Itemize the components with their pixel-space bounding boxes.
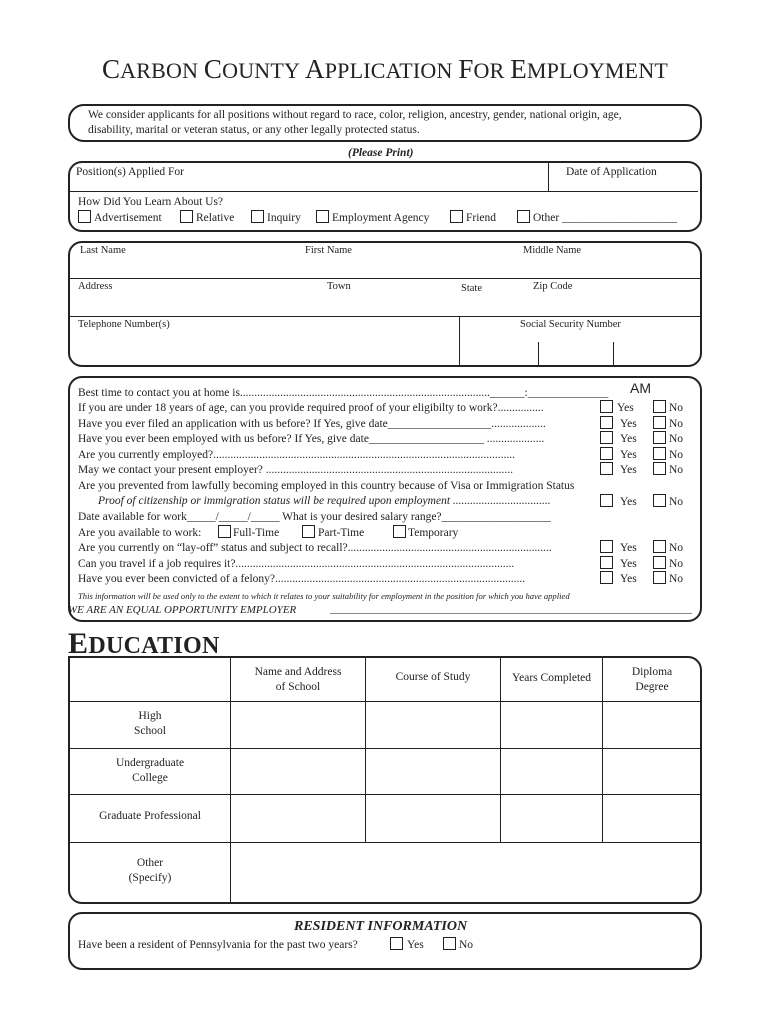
address-field[interactable]: Address [78,281,113,292]
other-checkbox[interactable] [517,210,530,223]
divider [500,657,501,842]
yes-label: Yes [620,496,637,508]
prevented-no-checkbox[interactable] [653,494,666,507]
no-label: No [669,542,684,554]
part-time-checkbox[interactable] [302,525,315,538]
divider [69,191,698,192]
page-title: CARBON COUNTY APPLICATION FOR EMPLOYMENT [101,54,669,84]
notice-line-2: disability, marital or veteran status, or any other legally protected status. [88,124,420,136]
full-time-label: Full-Time [233,527,280,539]
friend-checkbox[interactable] [450,210,463,223]
no-label: No [669,464,684,476]
currently-employed-yes-checkbox[interactable] [600,447,613,460]
yes-label: Yes [620,433,637,445]
divider [459,316,460,366]
divider [69,842,700,843]
full-time-checkbox[interactable] [218,525,231,538]
under-18-no-checkbox[interactable] [653,400,666,413]
row-undergraduate: Undergraduate College [115,757,185,784]
column-diploma: Diploma Degree [631,666,673,693]
divider [69,748,700,749]
question-contact-employer: May we contact your present employer? ...................................................................................... [78,464,514,476]
divider [538,342,539,366]
resident-question: Have been a resident of Pennsylvania for the past two years? [78,939,358,951]
layoff-yes-checkbox[interactable] [600,540,613,553]
temporary-label: Temporary [408,527,459,539]
felony-no-checkbox[interactable] [653,571,666,584]
available-to-work-label: Are you available to work: [78,527,202,539]
filed-no-checkbox[interactable] [653,416,666,429]
question-prevented: Are you prevented from lawfully becoming employed in this country because of Visa or Immigration Status [78,480,575,492]
divider [69,701,700,702]
positions-applied-field[interactable]: Position(s) Applied For [76,166,184,178]
question-felony: Have you ever been convicted of a felony?....................................................................................... [78,573,526,585]
friend-label: Friend [466,212,497,224]
am-label: AM [630,380,651,396]
divider [69,278,700,279]
state-field[interactable]: State [461,283,482,294]
employment-agency-label: Employment Agency [332,212,430,224]
layoff-no-checkbox[interactable] [653,540,666,553]
filed-yes-checkbox[interactable] [600,416,613,429]
question-employed-before: Have you ever been employed with us before? If Yes, give date____________________ .................... [78,433,545,445]
divider [613,342,614,366]
other-specify-field[interactable]: ____________________ [562,212,677,224]
resident-yes-label: Yes [407,939,424,951]
column-years: Years Completed [511,672,591,684]
no-label: No [669,402,684,414]
resident-no-label: No [459,939,474,951]
divider [548,162,549,192]
question-filed-before: Have you ever filed an application with us before? If Yes, give date__________________................... [78,418,546,430]
relative-label: Relative [196,212,235,224]
middle-name-field[interactable]: Middle Name [523,245,582,256]
advertisement-label: Advertisement [94,212,162,224]
prevented-yes-checkbox[interactable] [600,494,613,507]
other-label: Other [533,212,560,224]
equal-opportunity-text: WE ARE AN EQUAL OPPORTUNITY EMPLOYER [68,604,297,616]
question-under-18: If you are under 18 years of age, can you provide required proof of your eligibilty to work?................ [78,402,544,414]
how-learn-label: How Did You Learn About Us? [78,196,224,208]
question-layoff: Are you currently on “lay-off” status and subject to recall?....................................................................... [78,542,552,554]
contact-employer-no-checkbox[interactable] [653,462,666,475]
question-travel: Can you travel if a job requires it?................................................................................................. [78,558,515,570]
inquiry-checkbox[interactable] [251,210,264,223]
resident-yes-checkbox[interactable] [390,937,403,950]
yes-label: Yes [620,542,637,554]
yes-label: Yes [620,573,637,585]
education-title: EDUCATION [68,627,220,660]
date-of-application-field[interactable]: Date of Application [566,166,657,178]
divider [69,316,700,317]
disclaimer-text: This information will be used only to the extent to which it relates to your suitability for employment in the position for which you have applied [78,591,570,601]
telephone-field[interactable]: Telephone Number(s) [78,319,170,330]
yes-label: Yes [617,402,634,414]
row-other: Other (Specify) [128,857,172,884]
yes-label: Yes [620,418,637,430]
no-label: No [669,496,684,508]
under-18-yes-checkbox[interactable] [600,400,613,413]
travel-no-checkbox[interactable] [653,556,666,569]
felony-yes-checkbox[interactable] [600,571,613,584]
column-name-address: Name and Address of School [254,666,342,693]
relative-checkbox[interactable] [180,210,193,223]
no-label: No [669,573,684,585]
no-label: No [669,433,684,445]
yes-label: Yes [620,449,637,461]
please-print-label: (Please Print) [348,147,414,159]
last-name-field[interactable]: Last Name [80,245,126,256]
divider [69,794,700,795]
row-graduate: Graduate Professional [99,810,201,822]
employment-agency-checkbox[interactable] [316,210,329,223]
question-proof: Proof of citizenship or immigration status will be required upon employment .................................. [98,495,551,507]
ssn-field[interactable]: Social Security Number [520,319,621,330]
employed-before-no-checkbox[interactable] [653,431,666,444]
date-available-salary-field[interactable]: Date available for work_____/_____/_____ What is your desired salary range?___________________ [78,511,551,523]
resident-heading: RESIDENT INFORMATION [294,919,468,934]
resident-no-checkbox[interactable] [443,937,456,950]
question-currently-employed: Are you currently employed?......................................................................................................... [78,449,515,461]
employed-before-yes-checkbox[interactable] [600,431,613,444]
divider [602,657,603,842]
notice-line-1: We consider applicants for all positions without regard to race, color, religion, ancestry, gender, national origin, age, [88,109,622,121]
yes-label: Yes [620,464,637,476]
zip-code-field[interactable]: Zip Code [533,281,573,292]
row-high-school: High School [134,710,166,737]
town-field[interactable]: Town [327,281,351,292]
currently-employed-no-checkbox[interactable] [653,447,666,460]
inquiry-label: Inquiry [267,212,301,224]
divider [365,657,366,842]
part-time-label: Part-Time [318,527,365,539]
column-course: Course of Study [395,671,471,683]
best-time-field[interactable]: Best time to contact you at home is.......................................................................................______:______________ [78,387,609,399]
divider [330,613,692,614]
contact-employer-yes-checkbox[interactable] [600,462,613,475]
divider [230,657,231,903]
advertisement-checkbox[interactable] [78,210,91,223]
no-label: No [669,418,684,430]
travel-yes-checkbox[interactable] [600,556,613,569]
first-name-field[interactable]: First Name [305,245,352,256]
temporary-checkbox[interactable] [393,525,406,538]
no-label: No [669,558,684,570]
personal-info-section [68,241,702,367]
yes-label: Yes [620,558,637,570]
no-label: No [669,449,684,461]
